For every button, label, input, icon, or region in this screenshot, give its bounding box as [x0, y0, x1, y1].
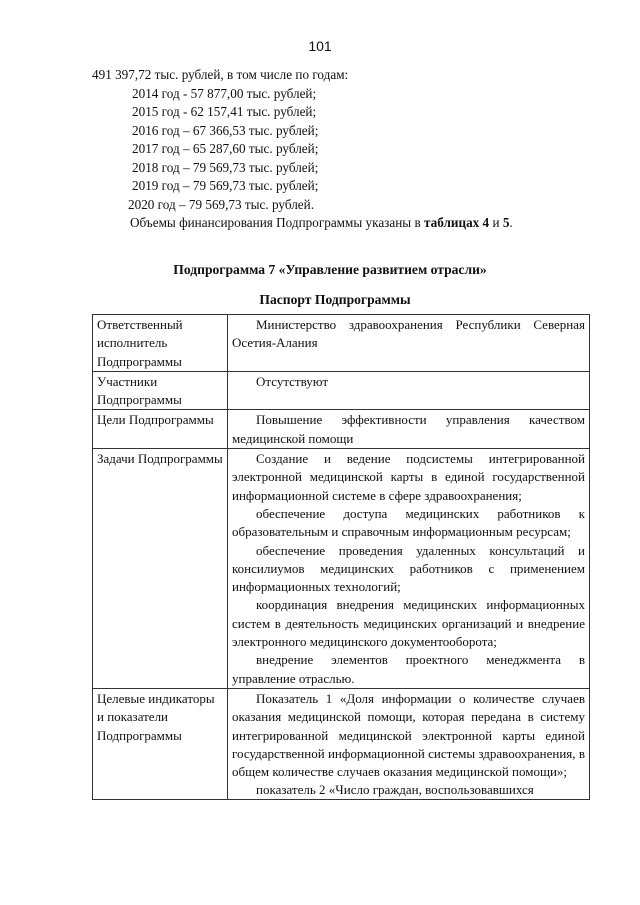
row-paragraph: Создание и ведение подсистемы интегрированной электронной медицинской карты в единой государственной информационной системе в сфере здравоохранения; — [232, 451, 585, 503]
funding-note-tables: таблицах 4 — [423, 215, 490, 230]
funding-year-2015: 2015 год - 62 157,41 тыс. рублей; — [132, 104, 317, 119]
funding-year-2017: 2017 год – 65 287,60 тыс. рублей; — [132, 141, 319, 156]
table-row — [93, 315, 590, 372]
row-content — [228, 410, 590, 449]
row-content — [228, 371, 590, 410]
row-content — [228, 315, 590, 372]
table-row — [93, 688, 590, 799]
passport-title: Паспорт Подпрограммы — [259, 292, 411, 307]
funding-note-and: и — [489, 215, 503, 230]
funding-section — [92, 66, 592, 233]
row-paragraph: обеспечение доступа медицинских работников к образовательным и справочным информационным ресурсам; — [232, 505, 585, 540]
row-paragraph: внедрение элементов проектного менеджмента в управление отраслью. — [232, 652, 585, 686]
row-label: Участники Подпрограммы — [93, 371, 228, 410]
row-paragraph: координация внедрения медицинских информационных систем в деятельность медицинских организаций и внедрение электронного медицинского документооборота; — [232, 597, 585, 650]
funding-year-2014: 2014 год - 57 877,00 тыс. рублей; — [132, 85, 317, 101]
funding-total: 491 397,72 тыс. рублей, в том числе по годам: — [92, 67, 349, 82]
funding-year-2019: 2019 год – 79 569,73 тыс. рублей; — [132, 178, 319, 193]
passport-table — [92, 314, 590, 800]
table-row — [93, 410, 590, 449]
funding-note-end: . — [509, 215, 513, 230]
funding-note-table5: 5 — [502, 215, 510, 230]
page-number: 101 — [308, 38, 332, 54]
funding-note — [92, 214, 592, 233]
row-paragraph: показатель 2 «Число граждан, воспользовавшихся — [256, 782, 534, 798]
row-label: Цели Подпрограммы — [93, 410, 228, 449]
row-content — [228, 449, 590, 689]
row-label: Задачи Подпрограммы — [93, 449, 228, 689]
funding-note-text: Объемы финансирования Подпрограммы указаны в — [130, 215, 424, 230]
row-paragraph: Показатель 1 «Доля информации о количестве случаев оказания медицинской помощи, которая передана в систему интегрированной медицинской электронной карты единой государственной информационной системы здравоохранения, в общем количестве случаев оказания медицинской помощи»; — [232, 690, 585, 780]
funding-year-2018: 2018 год – 79 569,73 тыс. рублей; — [132, 159, 319, 175]
subprogram-title: Подпрограмма 7 «Управление развитием отрасли» — [173, 262, 487, 277]
table-row — [93, 371, 590, 410]
funding-year-2016: 2016 год – 67 366,53 тыс. рублей; — [132, 122, 319, 138]
funding-year-2020: 2020 год – 79 569,73 тыс. рублей. — [128, 196, 314, 212]
row-content — [228, 688, 590, 799]
row-label: Целевые индикаторы и показатели Подпрограммы — [93, 688, 228, 799]
row-paragraph: Отсутствуют — [256, 373, 329, 389]
table-row — [93, 449, 590, 689]
row-paragraph: Повышение эффективности управления качеством медицинской помощи — [232, 412, 585, 446]
row-paragraph: обеспечение проведения удаленных консультаций и консилиумов медицинских работников с применением информационных технологий; — [232, 542, 585, 595]
row-paragraph: Министерство здравоохранения Республики Северная Осетия-Алания — [232, 317, 585, 351]
row-label: Ответственный исполнитель Подпрограммы — [93, 315, 228, 372]
